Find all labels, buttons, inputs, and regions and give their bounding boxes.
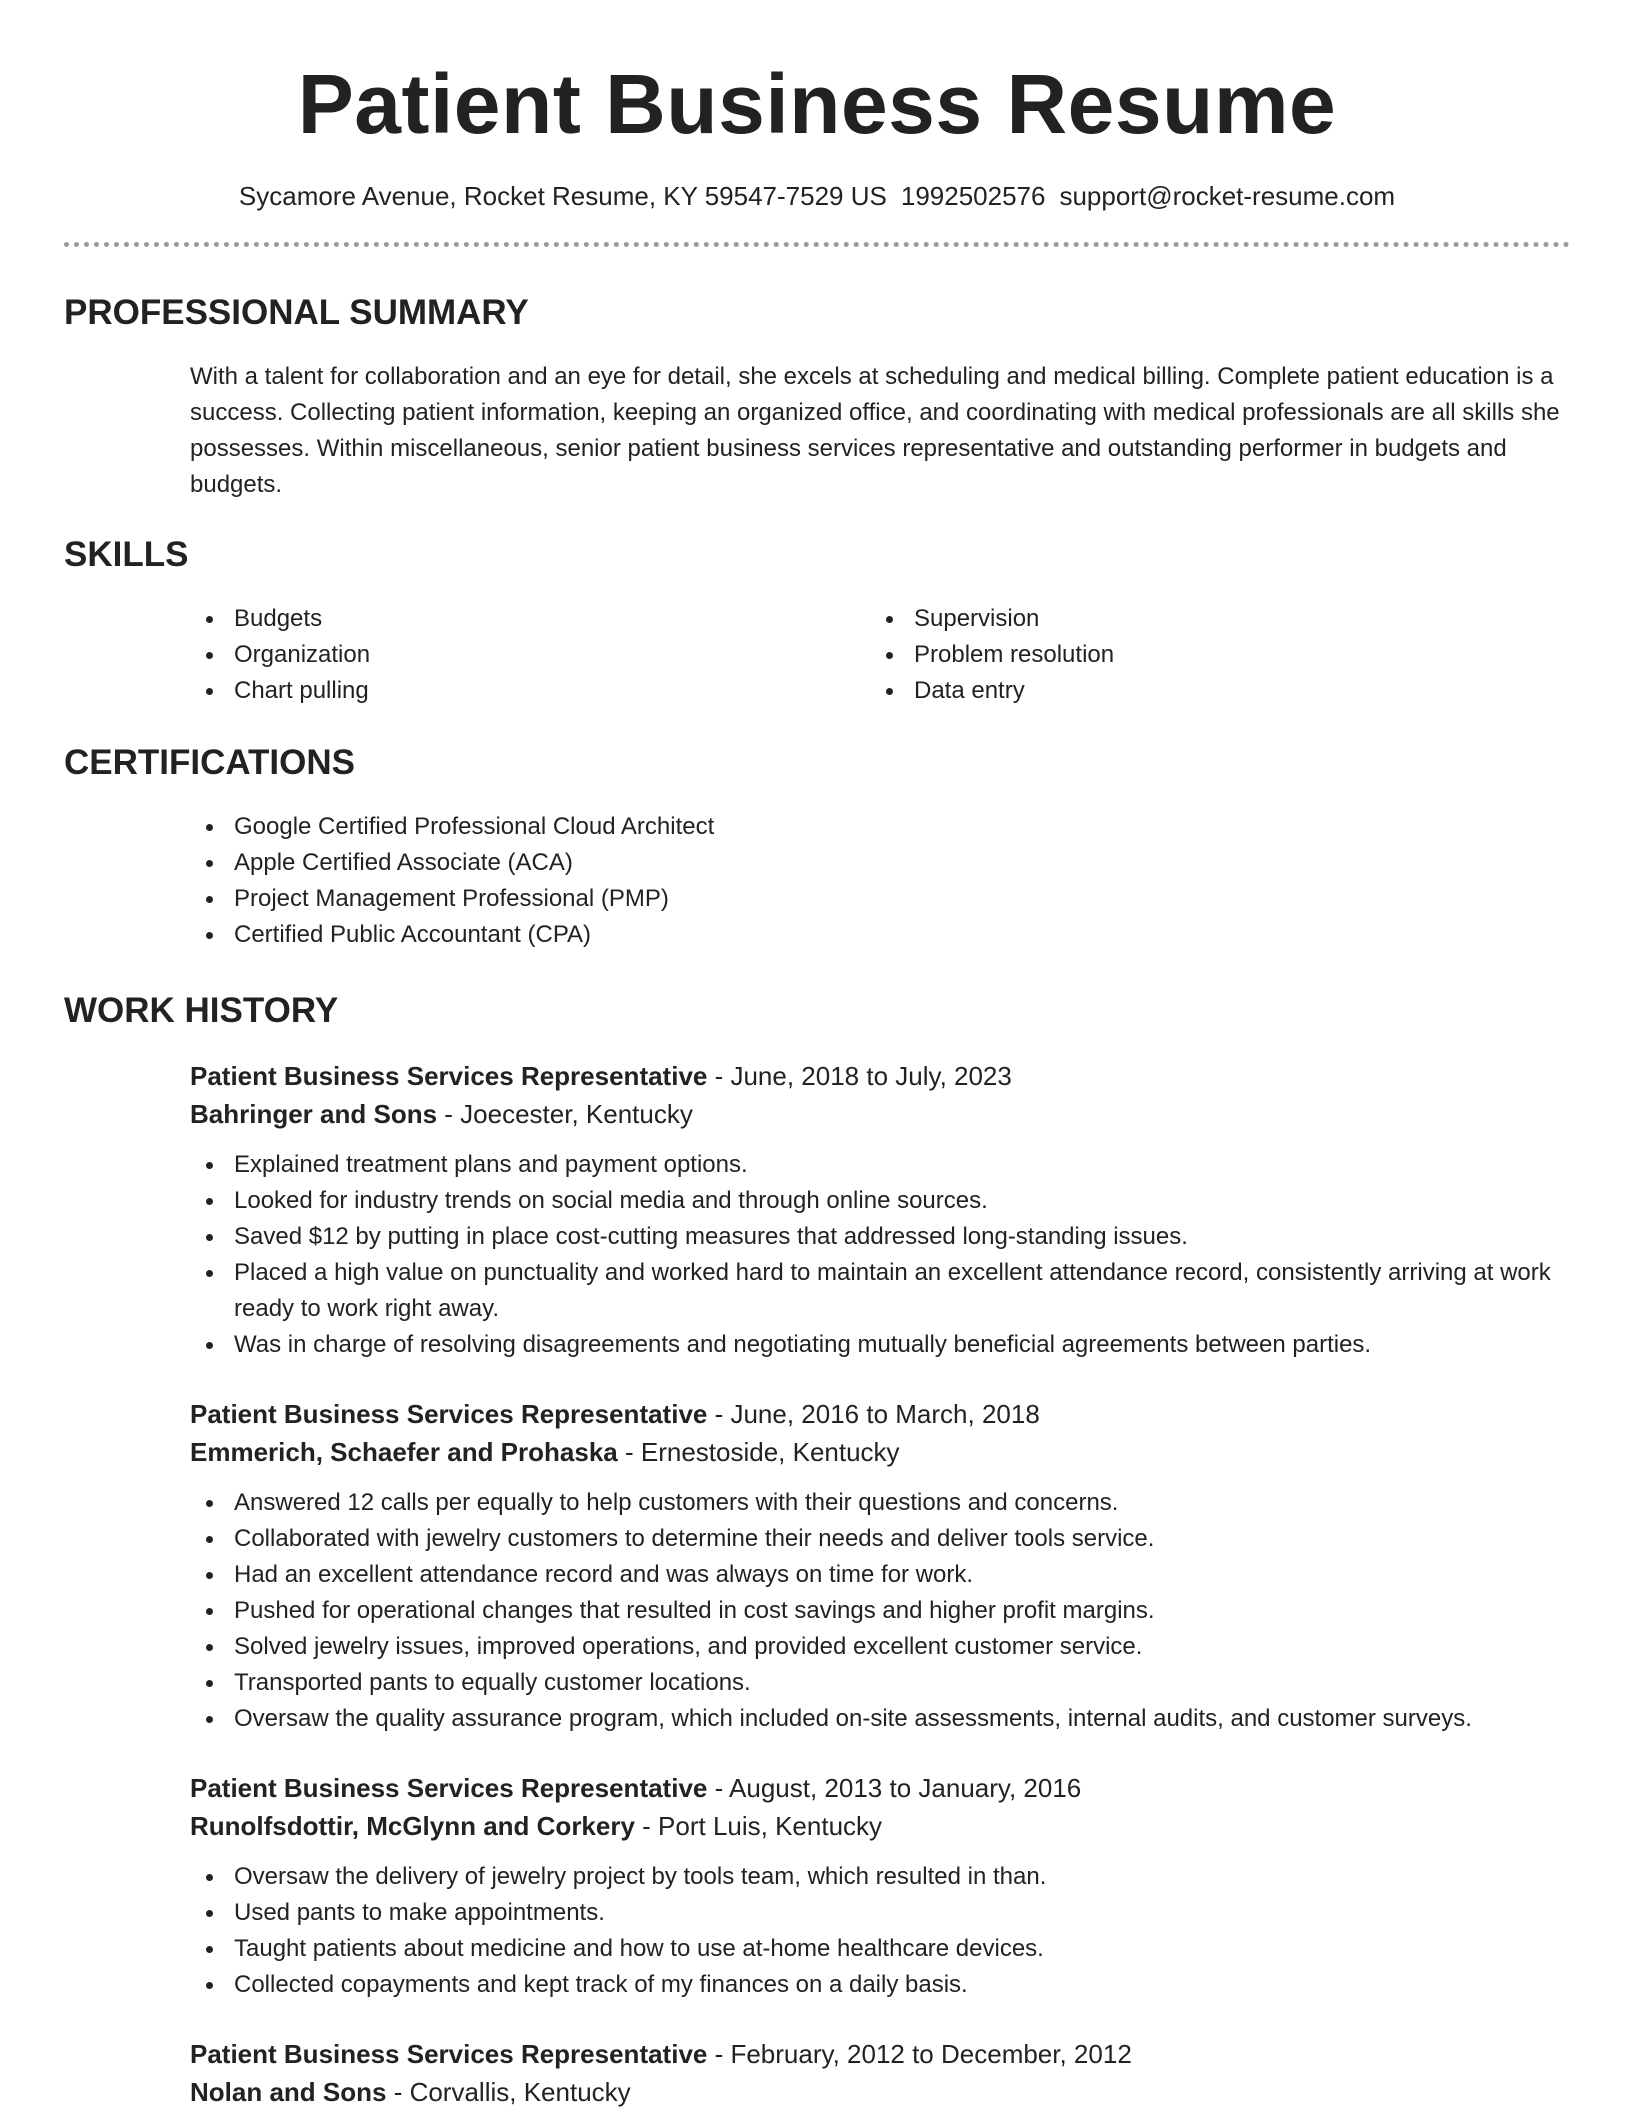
bullet-dot xyxy=(206,824,213,831)
skill-item xyxy=(870,601,1550,637)
bullet-dot xyxy=(886,652,893,659)
job-bullet xyxy=(190,1665,1570,1701)
skill-label: Chart pulling xyxy=(234,677,369,704)
job-title-line xyxy=(190,1395,1570,1433)
job-company: Emmerich, Schaefer and Prohaska xyxy=(190,1437,618,1467)
job-bullet xyxy=(190,1931,1570,1967)
job-location: - Joecester, Kentucky xyxy=(437,1099,693,1129)
certification-item xyxy=(190,917,1570,953)
bullet-dot xyxy=(206,688,213,695)
work-history-heading: WORK HISTORY xyxy=(64,991,339,1030)
job-company-line xyxy=(190,1807,1570,1845)
job-company: Nolan and Sons xyxy=(190,2077,387,2107)
job-bullets xyxy=(190,1147,1570,1363)
job-bullet xyxy=(190,1593,1570,1629)
bullet-dot xyxy=(206,1644,213,1651)
job-bullets xyxy=(190,1485,1570,1737)
job-company-line xyxy=(190,1433,1570,1471)
bullet-dot xyxy=(206,1234,213,1241)
bullet-dot xyxy=(206,1608,213,1615)
job-bullet xyxy=(190,1629,1570,1665)
summary-section xyxy=(64,291,1570,503)
job-entry xyxy=(190,1395,1570,1737)
bullet-dot xyxy=(206,1270,213,1277)
bullet-dot xyxy=(206,1342,213,1349)
job-entry xyxy=(190,1057,1570,1363)
certification-label: Google Certified Professional Cloud Architect xyxy=(234,813,715,840)
job-bullet-text: Placed a high value on punctuality and worked hard to maintain an excellent attendance record, consistently arriving at work ready to work right away. xyxy=(234,1259,1551,1322)
job-company-line xyxy=(190,2073,1570,2111)
certifications-list xyxy=(190,809,1570,953)
job-bullet-text: Taught patients about medicine and how to use at-home healthcare devices. xyxy=(234,1935,1044,1962)
job-bullet-text: Used pants to make appointments. xyxy=(234,1899,605,1926)
job-dates: - June, 2016 to March, 2018 xyxy=(707,1399,1040,1429)
job-company: Runolfsdottir, McGlynn and Corkery xyxy=(190,1811,635,1841)
bullet-dot xyxy=(206,1198,213,1205)
job-bullet xyxy=(190,1219,1570,1255)
bullet-dot xyxy=(206,1680,213,1687)
job-bullet xyxy=(190,1895,1570,1931)
skills-section xyxy=(64,533,1570,709)
contact-phone: 1992502576 xyxy=(900,181,1046,211)
job-bullet-text: Had an excellent attendance record and was always on time for work. xyxy=(234,1561,974,1588)
skill-item xyxy=(190,673,870,709)
job-position: Patient Business Services Representative xyxy=(190,1773,708,1803)
job-dates: - February, 2012 to December, 2012 xyxy=(707,2039,1132,2069)
skill-item xyxy=(870,637,1550,673)
certification-item xyxy=(190,845,1570,881)
bullet-dot xyxy=(206,896,213,903)
bullet-dot xyxy=(206,616,213,623)
job-bullet-text: Collected copayments and kept track of my finances on a daily basis. xyxy=(234,1971,968,1998)
job-location: - Port Luis, Kentucky xyxy=(634,1811,883,1841)
job-bullet xyxy=(190,1557,1570,1593)
job-entry xyxy=(190,2035,1570,2111)
job-bullet xyxy=(190,1859,1570,1895)
job-company-line xyxy=(190,1095,1570,1133)
bullet-dot xyxy=(206,1716,213,1723)
bullet-dot xyxy=(206,932,213,939)
skill-label: Supervision xyxy=(914,605,1040,632)
resume-page xyxy=(64,0,1570,2111)
skill-label: Data entry xyxy=(914,677,1025,704)
skills-heading: SKILLS xyxy=(64,535,189,574)
bullet-dot xyxy=(206,860,213,867)
certifications-section xyxy=(64,741,1570,953)
bullet-dot xyxy=(206,1572,213,1579)
job-bullet-text: Collaborated with jewelry customers to determine their needs and deliver tools service. xyxy=(234,1525,1155,1552)
job-bullet xyxy=(190,1147,1570,1183)
job-bullet-text: Saved $12 by putting in place cost-cutting measures that addressed long-standing issues. xyxy=(234,1223,1188,1250)
bullet-dot xyxy=(206,1946,213,1953)
header-divider xyxy=(64,242,1570,247)
bullet-dot xyxy=(886,688,893,695)
skill-label: Problem resolution xyxy=(914,641,1115,668)
job-dates: - June, 2018 to July, 2023 xyxy=(707,1061,1012,1091)
job-title-line xyxy=(190,1057,1570,1095)
job-bullet-text: Pushed for operational changes that resulted in cost savings and higher profit margins. xyxy=(234,1597,1155,1624)
job-position: Patient Business Services Representative xyxy=(190,1399,708,1429)
certifications-heading: CERTIFICATIONS xyxy=(64,743,356,782)
job-bullet-text: Transported pants to equally customer locations. xyxy=(234,1669,751,1696)
job-bullet xyxy=(190,1255,1570,1327)
job-location: - Corvallis, Kentucky xyxy=(386,2077,631,2107)
bullet-dot xyxy=(206,652,213,659)
summary-heading: PROFESSIONAL SUMMARY xyxy=(64,293,529,332)
bullet-dot xyxy=(206,1162,213,1169)
certification-label: Project Management Professional (PMP) xyxy=(234,885,669,912)
job-title-line xyxy=(190,2035,1570,2073)
job-bullet-text: Oversaw the delivery of jewelry project by tools team, which resulted in than. xyxy=(234,1863,1047,1890)
job-bullet xyxy=(190,1701,1570,1737)
job-bullet xyxy=(190,1327,1570,1363)
skill-label: Organization xyxy=(234,641,371,668)
bullet-dot xyxy=(206,1874,213,1881)
contact-address: Sycamore Avenue, Rocket Resume, KY 59547-7529 US xyxy=(238,181,887,211)
job-bullet-text: Answered 12 calls per equally to help customers with their questions and concerns. xyxy=(234,1489,1119,1516)
job-title-line xyxy=(190,1769,1570,1807)
job-location: - Ernestoside, Kentucky xyxy=(617,1437,900,1467)
skill-item xyxy=(190,637,870,673)
certification-label: Apple Certified Associate (ACA) xyxy=(234,849,573,876)
certification-item xyxy=(190,881,1570,917)
job-position: Patient Business Services Representative xyxy=(190,1061,708,1091)
certification-item xyxy=(190,809,1570,845)
job-bullet xyxy=(190,1967,1570,2003)
job-dates: - August, 2013 to January, 2016 xyxy=(707,1773,1082,1803)
contact-line xyxy=(64,178,1570,214)
job-bullet-text: Was in charge of resolving disagreements and negotiating mutually beneficial agreements between parties. xyxy=(234,1331,1372,1358)
job-bullet-text: Oversaw the quality assurance program, which included on-site assessments, internal audits, and customer surveys. xyxy=(234,1705,1472,1732)
skills-columns xyxy=(190,601,1570,709)
job-entry xyxy=(190,1769,1570,2003)
certification-label: Certified Public Accountant (CPA) xyxy=(234,921,592,948)
job-company: Bahringer and Sons xyxy=(190,1099,438,1129)
job-bullet xyxy=(190,1183,1570,1219)
job-bullet xyxy=(190,1521,1570,1557)
skills-list-right xyxy=(870,601,1550,709)
job-bullets xyxy=(190,1859,1570,2003)
skill-item xyxy=(870,673,1550,709)
bullet-dot xyxy=(206,1982,213,1989)
skill-label: Budgets xyxy=(234,605,323,632)
bullet-dot xyxy=(206,1536,213,1543)
job-bullet-text: Looked for industry trends on social media and through online sources. xyxy=(234,1187,988,1214)
job-bullet xyxy=(190,1485,1570,1521)
bullet-dot xyxy=(886,616,893,623)
work-history-section xyxy=(64,989,1570,2111)
summary-text: With a talent for collaboration and an eye for detail, she excels at scheduling and medical billing. Complete patient education is a success. Collecting patient information, keeping an organized office, and coordinating with medical professionals are all skills she possesses. Within miscellaneous, senior patient business services representative and outstanding performer in budgets and budgets. xyxy=(190,363,1560,498)
job-bullet-text: Explained treatment plans and payment options. xyxy=(234,1151,748,1178)
skills-list-left xyxy=(190,601,870,709)
skill-item xyxy=(190,601,870,637)
bullet-dot xyxy=(206,1910,213,1917)
job-position: Patient Business Services Representative xyxy=(190,2039,708,2069)
resume-title: Patient Business Resume xyxy=(297,57,1337,151)
contact-email: support@rocket-resume.com xyxy=(1059,181,1396,211)
job-bullet-text: Solved jewelry issues, improved operations, and provided excellent customer service. xyxy=(234,1633,1143,1660)
bullet-dot xyxy=(206,1500,213,1507)
